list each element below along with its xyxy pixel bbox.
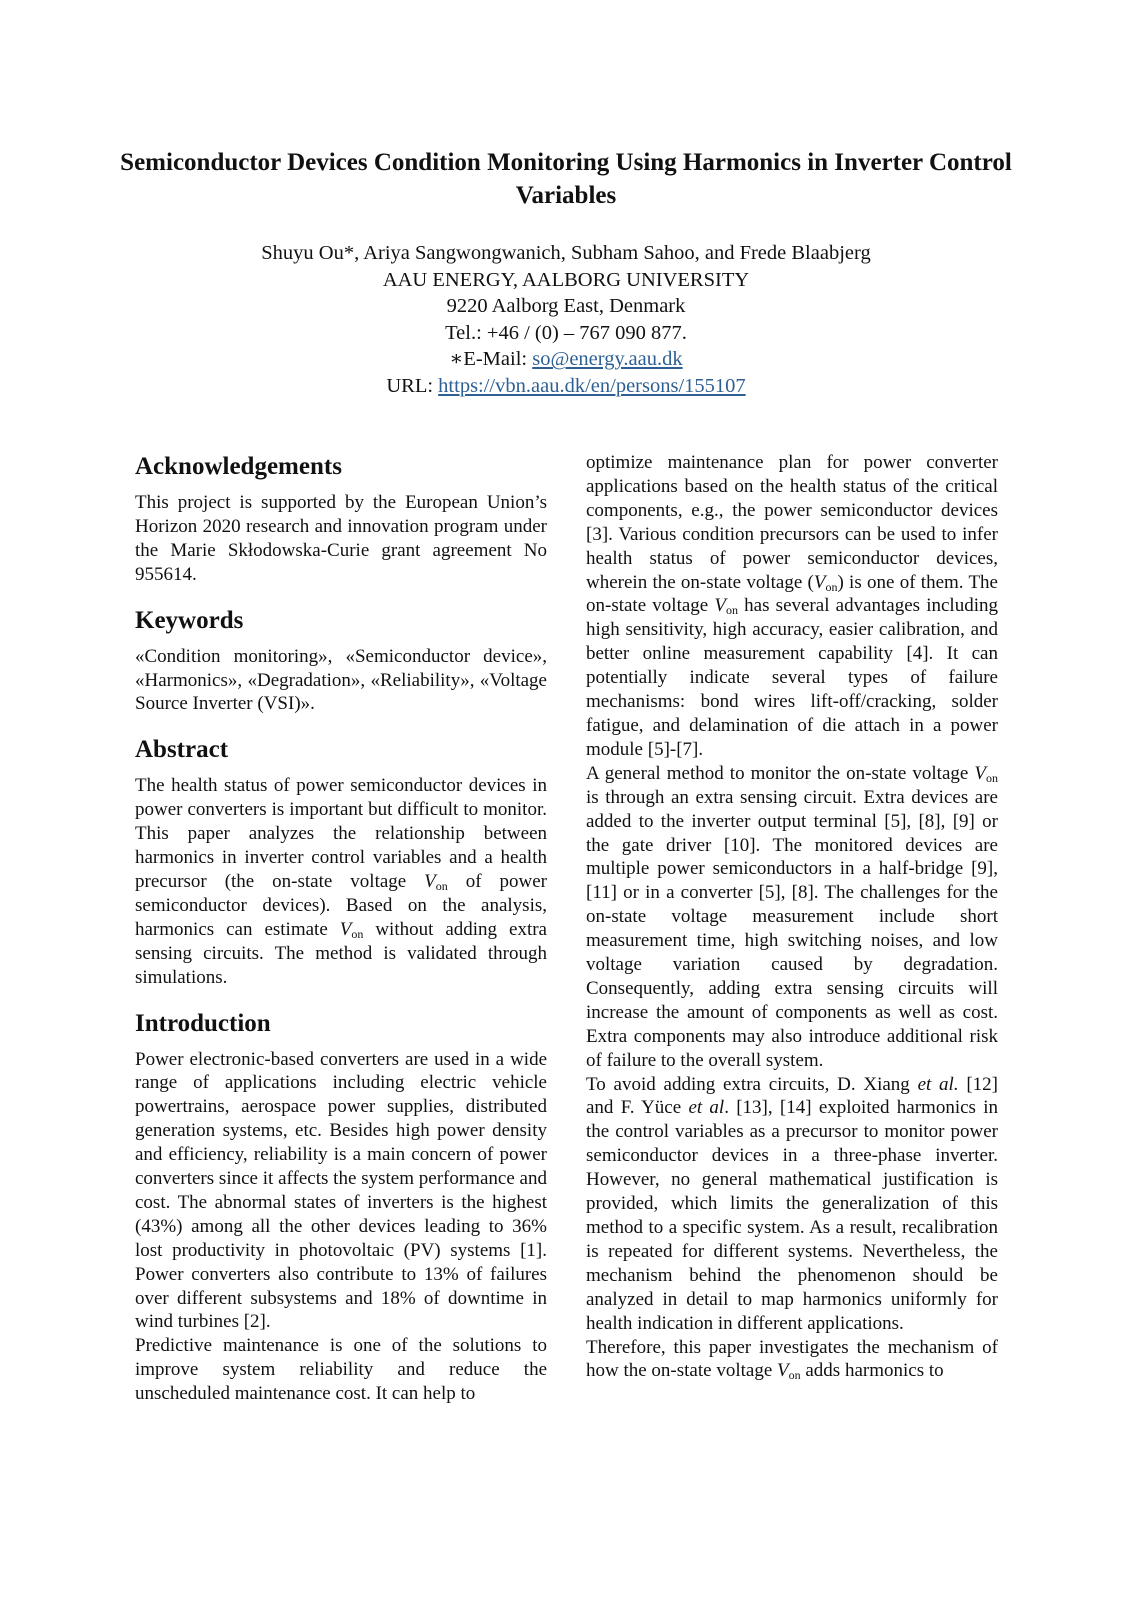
address: 9220 Aalborg East, Denmark bbox=[446, 295, 686, 318]
introduction-paragraph-1: Power electronic-based converters are used in a wide range of applications including electric vehicle powertrains, aerospace power supplies, distributed generation systems, etc. Besides high power density and efficiency, reliability is a main concern of power converters since it affects the system performance and cost. The abnormal states of inverters is the highest (43%) among all the other devices leading to 36% lost productivity in photovoltaic (PV) systems [1]. Power converters also contribute to 13% of failures over different subsystems and 18% of downtime in wind turbines [2]. bbox=[135, 1048, 547, 1333]
telephone: Tel.: +46 / (0) – 767 090 877. bbox=[445, 321, 687, 344]
introduction-paragraph-4: To avoid adding extra circuits, D. Xiang et al. [12] and F. Yüce et al. [13], [14] exploited harmonics in the control variables as a precursor to monitor power semiconductor devices in a three-phase inverter. However, no general mathematical justification is provided, which limits the generalization of this method to a specific system. As a result, recalibration is repeated for different systems. Nevertheless, the mechanism behind the phenomenon should be analyzed in detail to map harmonics uniformly for health indication in different applications. bbox=[586, 1073, 998, 1334]
acknowledgements-text: This project is supported by the European Union’s Horizon 2020 research and innovation program under the Marie Skłodowska-Curie grant agreement No 955614. bbox=[135, 492, 547, 585]
url-link[interactable]: https://vbn.aau.dk/en/persons/155107 bbox=[438, 374, 746, 397]
author-names: Shuyu Ou*, Ariya Sangwongwanich, Subham Sahoo, and Frede Blaabjerg bbox=[261, 242, 871, 264]
acknowledgements-heading: Acknowledgements bbox=[135, 453, 342, 480]
keywords-text: «Condition monitoring», «Semiconductor device», «Harmonics», «Degradation», «Reliability», «Voltage Source Inverter (VSI)». bbox=[135, 645, 547, 715]
paper-title: Semiconductor Devices Condition Monitoring Using Harmonics in Inverter Control Variables bbox=[120, 149, 1012, 209]
introduction-paragraph-2-start: Predictive maintenance is one of the solutions to improve system reliability and reduce the unscheduled maintenance cost. It can help to bbox=[135, 1335, 547, 1405]
url-label: URL: bbox=[386, 374, 439, 397]
introduction-paragraph-2-cont: optimize maintenance plan for power converter applications based on the health status of the critical components, e.g., the power semiconductor devices [3]. Various condition precursors can be used to infer health status of power semiconductor devices, wherein the on-state voltage $(V_{on})$ is one of them. The on-state voltage $V_{on}$ has several advantages including high sensitivity, high accuracy, easier calibration, and better online measurement capability [4]. It can potentially indicate several types of failure mechanisms: bond wires lift-off/cracking, solder fatigue, and delamination of die attach in a power module [5]-[7]. bbox=[586, 452, 998, 760]
keywords-heading: Keywords bbox=[135, 606, 244, 634]
abstract-heading: Abstract bbox=[135, 736, 229, 764]
introduction-paragraph-5: Therefore, this paper investigates the mechanism of how the on-state voltage $V_{on}$ adds harmonics to bbox=[586, 1336, 998, 1383]
email-line bbox=[120, 346, 1012, 373]
right-column bbox=[586, 451, 998, 1383]
email-link[interactable]: so@energy.aau.dk bbox=[532, 348, 683, 371]
introduction-paragraph-3: A general method to monitor the on-state voltage $V_{on}$ is through an extra sensing circuit. Extra devices are added to the inverter output terminal [5], [8], [9] or the gate driver [10]. The monitored devices are multiple power semiconductors in a half-bridge [9], [11] or in a converter [5], [8]. The challenges for the on-state voltage measurement include short measurement time, high switching noises, and low voltage variation caused by degradation. Consequently, adding extra sensing circuits will increase the amount of components as well as cost. Extra components may also introduce additional risk of failure to the overall system. bbox=[586, 762, 998, 1071]
introduction-heading: Introduction bbox=[135, 1009, 271, 1037]
url-line bbox=[120, 373, 1012, 400]
author-block bbox=[120, 240, 1012, 400]
affiliation: AAU ENERGY, AALBORG UNIVERSITY bbox=[382, 268, 750, 291]
email-label: ∗E-Mail: bbox=[449, 348, 533, 371]
left-column bbox=[135, 452, 547, 1406]
abstract-text: The health status of power semiconductor devices in power converters is important but difficult to monitor. This paper analyzes the relationship between harmonics in inverter control variables and a health precursor (the on-state voltage $V_{on}$ of power semiconductor devices). Based on the analysis, harmonics can estimate $V_{on}$ without adding extra sensing circuits. The method is validated through simulations. bbox=[135, 775, 547, 988]
